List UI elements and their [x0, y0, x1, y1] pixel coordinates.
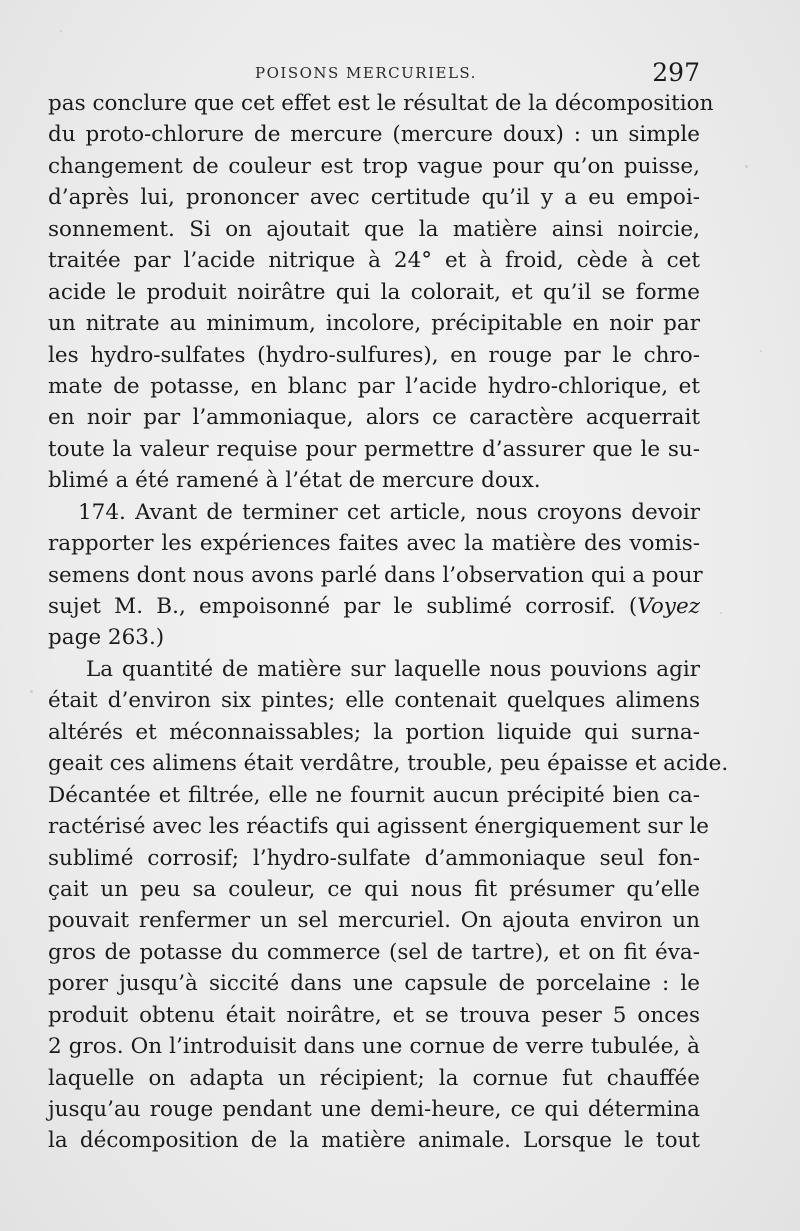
text-line: la décomposition de la matière animale. Lorsque le tout — [48, 1128, 700, 1154]
text-line: était d’environ six pintes; elle contenait quelques alimens — [48, 688, 700, 714]
text-line: çait un peu sa couleur, ce qui nous fit présumer qu’elle — [48, 876, 700, 902]
text-line: sonnement. Si on ajoutait que la matière ainsi noircie, — [48, 216, 700, 242]
text-line: sujet M. B., empoisonné par le sublimé corrosif. ( — [48, 594, 638, 619]
text-line: toute la valeur requise pour permettre d’assurer que le su- — [48, 436, 700, 462]
text-line: pouvait renfermer un sel mercuriel. On ajouta environ un — [48, 908, 700, 934]
text-line: mate de potasse, en blanc par l’acide hydro-chlorique, et — [48, 373, 700, 399]
text-line: jusqu’au rouge pendant une demi-heure, ce qui détermina — [48, 1097, 700, 1122]
text-line: ractérisé avec les réactifs qui agissent énergiquement sur le — [48, 814, 709, 840]
text-line-with-reference — [48, 591, 700, 622]
paragraph-174-start: 174. Avant de terminer cet article, nous croyons devoir — [78, 499, 700, 525]
text-line: un nitrate au minimum, incolore, précipitable en noir par — [48, 311, 700, 337]
paper-speck — [760, 350, 762, 352]
text-line: page 263.) — [48, 625, 165, 651]
text-line: pas conclure que cet effet est le résultat de la décomposition — [48, 91, 714, 116]
text-line: altérés et méconnaissables; la portion liquide qui surna- — [48, 719, 700, 745]
text-line: en noir par l’ammoniaque, alors ce caractère acquerrait — [48, 405, 700, 431]
text-line: acide le produit noirâtre qui la colorait, et qu’il se forme — [48, 279, 700, 305]
paper-speck — [745, 165, 748, 168]
text-line: semens dont nous avons parlé dans l’observation qui a pour — [48, 562, 703, 588]
page-number: 297 — [652, 58, 700, 87]
text-line: gros de potasse du commerce (sel de tartre), et on fit éva- — [48, 939, 700, 965]
text-line: blimé a été ramené à l’état de mercure doux. — [48, 468, 541, 494]
body-text — [48, 88, 729, 1157]
paper-speck — [720, 612, 722, 614]
text-line: Décantée et filtrée, elle ne fournit aucun précipité bien ca- — [48, 782, 700, 808]
text-line: changement de couleur est trop vague pour qu’on puisse, — [48, 153, 700, 179]
text-line: sublimé corrosif; l’hydro-sulfate d’ammoniaque seul fon- — [48, 845, 700, 871]
text-line: rapporter les expériences faites avec la matière des vomis- — [48, 531, 700, 557]
text-line: du proto-chlorure de mercure (mercure doux) : un simple — [48, 122, 700, 148]
text-line: porer jusqu’à siccité dans une capsule de porcelaine : le — [48, 971, 700, 997]
text-line: geait ces alimens était verdâtre, trouble, peu épaisse et acide. — [48, 751, 729, 777]
text-line: 2 gros. On l’introduisit dans une cornue de verre tubulée, à — [48, 1034, 700, 1060]
voyez-reference: Voyez — [637, 594, 700, 619]
text-line: laquelle on adapta un récipient; la cornue fut chauffée — [48, 1065, 700, 1091]
text-line: les hydro-sulfates (hydro-sulfures), en rouge par le chro- — [48, 342, 700, 368]
paper-speck — [30, 690, 33, 693]
paragraph-start: La quantité de matière sur laquelle nous pouvions agir — [86, 656, 700, 682]
running-title: POISONS MERCURIELS. — [255, 64, 477, 82]
text-line: d’après lui, prononcer avec certitude qu’il y a eu empoi- — [48, 185, 700, 211]
text-line: traitée par l’acide nitrique à 24° et à froid, cède à cet — [48, 248, 700, 274]
text-line: produit obtenu était noirâtre, et se trouva peser 5 onces — [48, 1002, 700, 1028]
paper-speck — [60, 30, 62, 32]
